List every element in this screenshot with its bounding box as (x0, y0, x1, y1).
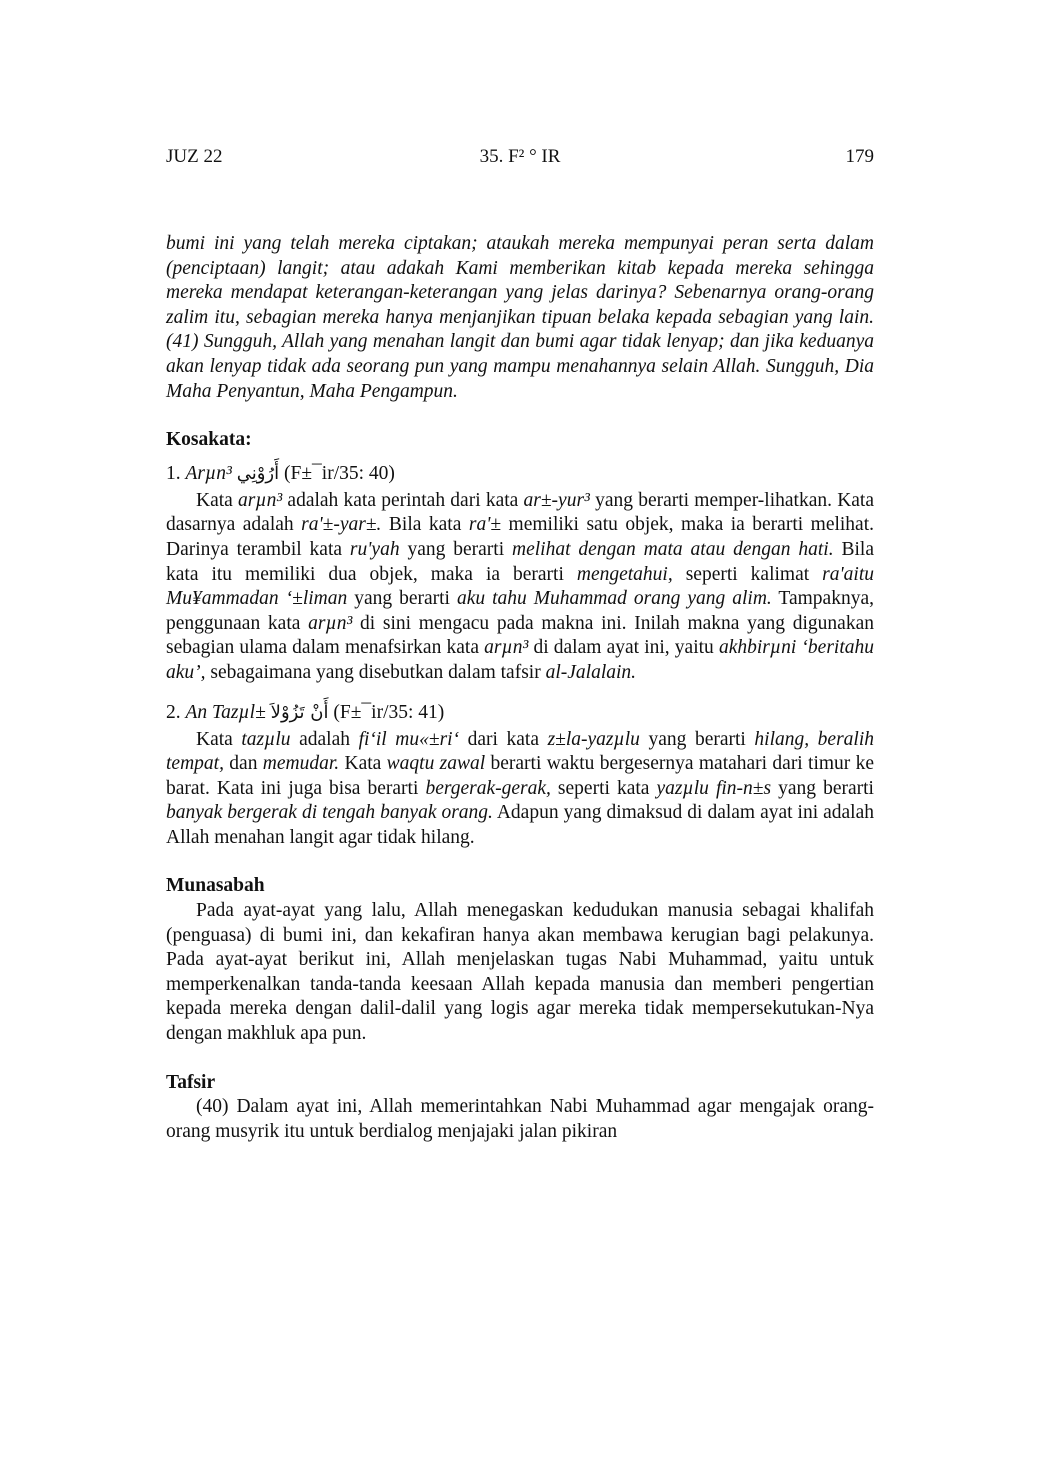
italic-term: akhbirµni ‘beritahu aku’, (166, 637, 874, 683)
munasabah-section (166, 874, 874, 1046)
italic-term: banyak bergerak di tengah banyak orang. (166, 802, 493, 824)
italic-term: arµn³ (484, 637, 529, 659)
italic-term: arµn³ (308, 612, 353, 634)
munasabah-text: Pada ayat-ayat yang lalu, Allah menegaskan kedudukan manusia sebagai khalifah (penguasa) di bumi ini, dan kekafiran hanya akan membawa kerugian bagi pelakunya. Pada ayat-ayat berikut ini, Allah menjelaskan tugas Nabi Muhammad, yaitu untuk memperkenalkan tanda-tanda keesaan Allah kepada manusia dan memberi pengertian kepada mereka dengan dalil-dalil yang logis agar mereka tidak mempersekutukan-Nya dengan makhluk apa pun. (166, 900, 874, 1045)
vocab-heading (166, 698, 874, 728)
vocab-explanation: Kata tazµlu adalah fi‘il mu«±ri‘ dari kata z±la-yazµlu yang berarti hilang, beralih tempat, dan memudar. Kata waqtu zawal berarti waktu bergesernya matahari dari timur ke barat. Kata ini juga bisa berarti bergerak-gerak, seperti kata yazµlu fin-n±s yang berarti banyak bergerak di tengah banyak orang. Adapun yang dimaksud di dalam ayat ini adalah Allah menahan langit agar tidak hilang. (166, 728, 875, 848)
verse-translation: bumi ini yang telah mereka ciptakan; ataukah mereka mempunyai peran serta dalam (penciptaan) langit; atau adakah Kami memberikan kitab kepada mereka sehingga mereka mendapat keterangan-keterangan yang jelas darinya? Sebenarnya orang-orang zalim itu, sebagian mereka hanya menjanjikan tipuan belaka kepada sebagian yang lain. (41) Sungguh, Allah yang menahan langit dan bumi agar tidak lenyap; dan jika keduanya akan lenyap tidak ada seorang pun yang mampu menahannya selain Allah. Sungguh, Dia Maha Penyantun, Maha Pengampun. (166, 233, 874, 402)
italic-term: ra'±-yar±. (301, 514, 382, 536)
italic-term: ru'yah (349, 538, 400, 560)
page-body (166, 232, 874, 1144)
vocab-explanation: Kata arµn³ adalah kata perintah dari kata ar±-yur³ yang berarti memper-lihatkan. Kata dasarnya adalah ra'±-yar±. Bila kata ra'± memiliki satu objek, maka ia berarti melihat. Darinya terambil kata ru'yah yang berarti melihat dengan mata atau dengan hati. Bila kata itu memiliki dua objek, maka ia berarti mengetahui, seperti kalimat ra'aitu Mu¥ammadan ‘±liman yang berarti aku tahu Muhammad orang yang alim. Tampaknya, penggunaan kata arµn³ di sini mengacu pada makna ini. Inilah makna yang digunakan sebagian ulama dalam menafsirkan kata arµn³ di dalam ayat ini, yaitu akhbirµni ‘beritahu aku’, sebagaimana yang disebutkan dalam tafsir al-Jalalain. (166, 489, 875, 683)
italic-term: ra'± (468, 514, 502, 536)
italic-term: melihat dengan mata atau dengan hati. (512, 538, 834, 560)
vocab-reference: (F±¯ir/35: 40) (284, 462, 395, 484)
italic-term: ar±-yur³ (523, 489, 590, 511)
vocab-number: 1. (166, 462, 181, 484)
page-number: 179 (845, 146, 874, 167)
italic-term: z±la-yazµlu (547, 728, 640, 750)
italic-term: waqtu zawal (386, 753, 486, 775)
italic-term: yazµlu fin-n±s (656, 777, 772, 799)
italic-term: bergerak-gerak, (425, 777, 551, 799)
italic-term: aku tahu Muhammad orang yang alim. (456, 588, 772, 610)
italic-term: arµn³ (238, 489, 283, 511)
tafsir-heading: Tafsir (166, 1071, 216, 1093)
vocab-arabic: أَنْ تَزُوْلاَ (270, 701, 329, 723)
italic-term: hilang, beralih tempat, (166, 728, 875, 775)
kosakata-heading: Kosakata: (166, 429, 252, 451)
vocab-reference: (F±¯ir/35: 41) (333, 701, 445, 723)
italic-term: al-Jalalain. (545, 661, 637, 683)
vocab-entry-2 (166, 698, 874, 851)
vocab-heading (166, 459, 874, 489)
vocab-term: An Tazµl± (185, 701, 266, 723)
vocab-term: Arµn³ (185, 462, 232, 484)
tafsir-section (166, 1071, 874, 1145)
italic-term: fi‘il mu«±ri‘ (358, 728, 460, 750)
vocab-entry-1 (166, 459, 874, 686)
vocab-number: 2. (166, 701, 181, 723)
tafsir-text: (40) Dalam ayat ini, Allah memerintahkan Nabi Muhammad agar mengajak orang-orang musyrik itu untuk berdialog menjajaki jalan pikiran (166, 1096, 874, 1142)
page-header (166, 146, 874, 174)
italic-term: tazµlu (241, 728, 291, 750)
juz-label: JUZ 22 (166, 146, 223, 167)
vocab-arabic: أَرُوْنِي (236, 462, 280, 484)
italic-term: ra'aitu Mu¥ammadan ‘±liman (166, 563, 874, 610)
munasabah-heading: Munasabah (166, 875, 265, 897)
italic-term: memudar. (262, 753, 340, 775)
italic-term: mengetahui, (576, 563, 673, 585)
surah-title: 35. F² ° IR (479, 146, 561, 167)
